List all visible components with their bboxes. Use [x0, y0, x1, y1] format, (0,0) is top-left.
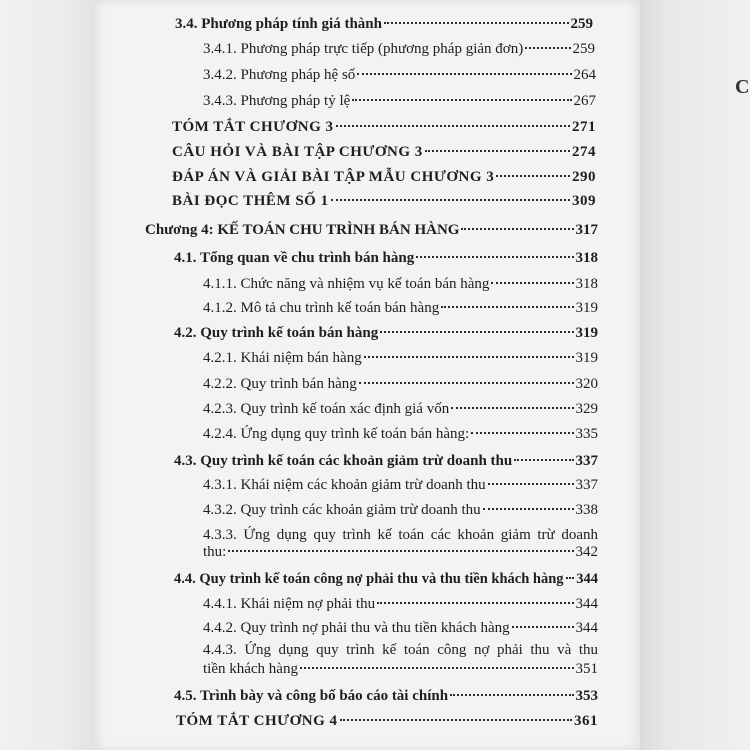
- leader-dots: [416, 256, 573, 258]
- leader-dots: [450, 694, 573, 696]
- toc-entry-page: 318: [575, 250, 598, 266]
- toc-entry: [203, 64, 596, 86]
- leader-dots: [461, 228, 573, 230]
- toc-entry: [203, 347, 598, 369]
- toc-entry: [172, 141, 596, 163]
- toc-entry-page: 319: [575, 300, 598, 316]
- toc-entry-title: BÀI ĐỌC THÊM SỐ 1: [172, 193, 329, 209]
- toc-entry-page: 351: [575, 661, 598, 677]
- toc-entry: [203, 593, 598, 615]
- toc-entry: [203, 273, 598, 295]
- leader-dots: [471, 432, 573, 434]
- toc-entry-page: 271: [572, 119, 596, 135]
- toc-entry-page: 353: [575, 688, 598, 704]
- toc-entry: [176, 710, 598, 732]
- toc-entry-title: 4.4.1. Khái niệm nợ phải thu: [203, 596, 376, 612]
- toc-entry: [174, 568, 598, 590]
- toc-entry: [174, 322, 598, 344]
- leader-dots: [380, 331, 573, 333]
- leader-dots: [496, 175, 570, 177]
- toc-entry-title: 4.2.1. Khái niệm bán hàng: [203, 350, 362, 366]
- toc-entry: [203, 90, 596, 112]
- toc-entry-title: 4.5. Trình bày và công bố báo cáo tài chính: [174, 688, 449, 704]
- right-page-edge: [640, 0, 750, 750]
- toc-entry: [203, 658, 598, 680]
- toc-entry-title: 4.1. Tổng quan về chu trình bán hàng: [174, 250, 415, 266]
- leader-dots: [566, 577, 575, 579]
- toc-entry: [203, 423, 598, 445]
- toc-entry-page: 335: [575, 426, 598, 442]
- toc-entry: [203, 617, 598, 639]
- toc-entry-page: 318: [575, 276, 598, 292]
- leader-dots: [364, 356, 574, 358]
- toc-entry-title-continued: tiền khách hàng: [203, 661, 298, 677]
- leader-dots: [514, 459, 573, 461]
- toc-entry-page: 337: [575, 453, 598, 469]
- toc-entry-page: 342: [575, 544, 598, 560]
- toc-entry-title: TÓM TẮT CHƯƠNG 3: [172, 119, 334, 135]
- adjacent-page-fragment: C: [735, 76, 750, 98]
- toc-entry-page: 338: [575, 502, 598, 518]
- leader-dots: [488, 483, 574, 485]
- toc-entry: [174, 685, 598, 707]
- toc-entry-page: 264: [573, 67, 596, 83]
- toc-entry-page: 329: [575, 401, 598, 417]
- leader-dots: [336, 125, 571, 127]
- toc-entry-page: 319: [575, 350, 598, 366]
- leader-dots: [441, 306, 573, 308]
- toc-entry-title: 4.2.2. Quy trình bán hàng: [203, 376, 357, 392]
- toc-entry: [203, 541, 598, 563]
- leader-dots: [451, 407, 573, 409]
- toc-entry-title: 4.1.2. Mô tả chu trình kế toán bán hàng: [203, 300, 440, 316]
- leader-dots: [525, 47, 570, 49]
- toc-entry-page: 337: [575, 477, 598, 493]
- toc-entry-page: 320: [575, 376, 598, 392]
- toc-entry-page: 344: [575, 620, 598, 636]
- toc-entry: [203, 38, 595, 60]
- leader-dots: [512, 626, 574, 628]
- leader-dots: [384, 22, 569, 24]
- toc-entry-title: 4.3.3. Ứng dụng quy trình kế toán các khoản giảm trừ doanh: [203, 527, 598, 543]
- leader-dots: [352, 99, 571, 101]
- toc-entry: [174, 247, 598, 269]
- toc-entry-page: 361: [574, 713, 598, 729]
- toc-entry-title: 4.2.3. Quy trình kế toán xác định giá vốn: [203, 401, 450, 417]
- toc-entry-page: 259: [570, 16, 593, 32]
- leader-dots: [340, 719, 573, 721]
- leader-dots: [300, 667, 574, 669]
- toc-entry: [203, 398, 598, 420]
- toc-entry-page: 274: [572, 144, 596, 160]
- toc-entry-title: Chương 4: KẾ TOÁN CHU TRÌNH BÁN HÀNG: [145, 222, 460, 238]
- toc-entry-title: 4.4. Quy trình kế toán công nợ phải thu và thu tiền khách hàng: [174, 571, 564, 587]
- toc-entry: [203, 297, 598, 319]
- toc-entry: [172, 190, 596, 212]
- toc-entry-page: 259: [572, 41, 595, 57]
- toc-entry-page: 317: [575, 222, 598, 238]
- leader-dots: [331, 199, 570, 201]
- toc-entry-title: 3.4. Phương pháp tính giá thành: [175, 16, 382, 32]
- leader-dots: [357, 73, 571, 75]
- toc-chapter-heading: [145, 219, 598, 241]
- leader-dots: [359, 382, 574, 384]
- toc-entry-title: CÂU HỎI VÀ BÀI TẬP CHƯƠNG 3: [172, 144, 423, 160]
- toc-entry-page: 344: [575, 596, 598, 612]
- leader-dots: [491, 282, 573, 284]
- toc-entry: [174, 450, 598, 472]
- toc-entry-title: 4.3.1. Khái niệm các khoản giảm trừ doanh thu: [203, 477, 486, 493]
- leader-dots: [228, 550, 573, 552]
- toc-entry-page: 290: [572, 169, 596, 185]
- toc-entry-page: 319: [575, 325, 598, 341]
- toc-entry-title-continued: thu:: [203, 544, 227, 560]
- toc-entry-title: 3.4.3. Phương pháp tỷ lệ: [203, 93, 351, 109]
- toc-entry-title: TÓM TẮT CHƯƠNG 4: [176, 713, 338, 729]
- toc-entry-title: 4.2. Quy trình kế toán bán hàng: [174, 325, 379, 341]
- toc-entry-page: 267: [573, 93, 596, 109]
- toc-entry: [172, 166, 596, 188]
- toc-entry-page: 344: [576, 571, 598, 587]
- toc-entry-title: 4.3. Quy trình kế toán các khoản giảm trừ doanh thu: [174, 453, 513, 469]
- toc-entry-title: 3.4.2. Phương pháp hệ số: [203, 67, 356, 83]
- leader-dots: [377, 602, 573, 604]
- leader-dots: [425, 150, 570, 152]
- toc-entry: [203, 474, 598, 496]
- left-page-edge: [0, 0, 95, 750]
- toc-entry-title: 4.2.4. Ứng dụng quy trình kế toán bán hàng:: [203, 426, 470, 442]
- toc-entry-title: 4.4.3. Ứng dụng quy trình kế toán công nợ phải thu và thu: [203, 642, 598, 658]
- toc-entry: [203, 373, 598, 395]
- toc-entry-title: 4.1.1. Chức năng và nhiệm vụ kế toán bán hàng: [203, 276, 490, 292]
- toc-entry-title: 4.3.2. Quy trình các khoản giảm trừ doanh thu: [203, 502, 481, 518]
- toc-entry-title: 3.4.1. Phương pháp trực tiếp (phương pháp giản đơn): [203, 41, 524, 57]
- toc-entry-title: ĐÁP ÁN VÀ GIẢI BÀI TẬP MẪU CHƯƠNG 3: [172, 169, 495, 185]
- toc-entry: [175, 13, 593, 35]
- toc-entry: [172, 116, 596, 138]
- toc-entry: [203, 499, 598, 521]
- leader-dots: [483, 508, 574, 510]
- toc-entry-title: 4.4.2. Quy trình nợ phải thu và thu tiền khách hàng: [203, 620, 510, 636]
- toc-entry-page: 309: [572, 193, 596, 209]
